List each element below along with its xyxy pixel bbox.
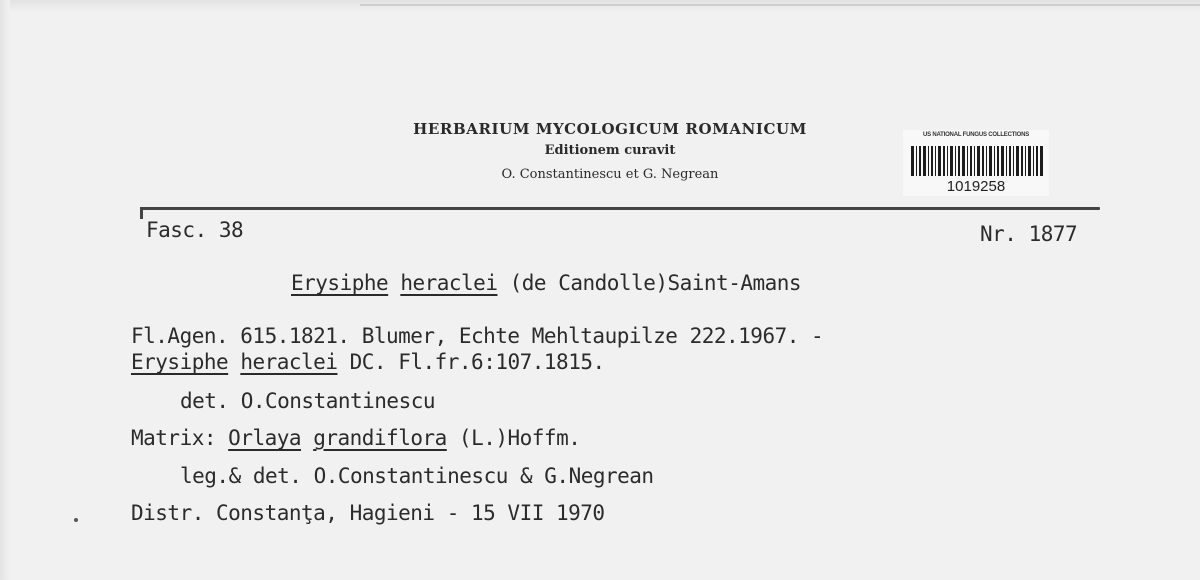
- barcode-sticker: [903, 130, 1049, 196]
- herbarium-editors: O. Constantinescu et G. Negrean: [501, 167, 719, 182]
- header-divider-tick: [140, 207, 143, 219]
- paper-top-shadow: [0, 0, 1200, 12]
- locality-line: Distr. Constanţa, Hagieni - 15 VII 1970: [131, 501, 605, 525]
- fascicle-number: Fasc. 38: [146, 218, 244, 242]
- paper-left-shadow: [0, 0, 10, 580]
- collector-line: leg.& det. O.Constantinescu & G.Negrean: [180, 464, 654, 488]
- matrix-prefix: Matrix:: [131, 426, 217, 450]
- label-header: [300, 118, 920, 188]
- host-genus: Orlaya: [228, 426, 302, 450]
- species-name: [291, 271, 801, 295]
- basionym-epithet: heraclei: [240, 350, 338, 374]
- basionym-genus: Erysiphe: [131, 350, 229, 374]
- header-divider: [140, 207, 1100, 210]
- determination: det. O.Constantinescu: [180, 389, 436, 413]
- reference-line-2: [131, 350, 605, 374]
- species-genus: Erysiphe: [291, 271, 389, 295]
- exsiccata-number: Nr. 1877: [980, 222, 1078, 246]
- barcode-icon: [911, 146, 1043, 176]
- barcode-number: 1019258: [946, 178, 1006, 195]
- basionym-citation: DC. Fl.fr.6:107.1815.: [349, 350, 605, 374]
- herbarium-subtitle: Editionem curavit: [544, 143, 676, 158]
- species-epithet: heraclei: [400, 271, 498, 295]
- paper-speck: [74, 518, 78, 522]
- matrix-line: [131, 426, 580, 450]
- paper-top-edge: [360, 4, 1200, 6]
- host-authority: (L.)Hoffm.: [458, 426, 581, 450]
- reference-line-1: Fl.Agen. 615.1821. Blumer, Echte Mehltaupilze 222.1967. -: [131, 324, 824, 348]
- species-authority: (de Candolle)Saint-Amans: [509, 271, 802, 295]
- barcode-caption: US NATIONAL FUNGUS COLLECTIONS: [922, 132, 1030, 138]
- herbarium-title: HERBARIUM MYCOLOGICUM ROMANICUM: [413, 120, 807, 138]
- host-epithet: grandiflora: [313, 426, 447, 450]
